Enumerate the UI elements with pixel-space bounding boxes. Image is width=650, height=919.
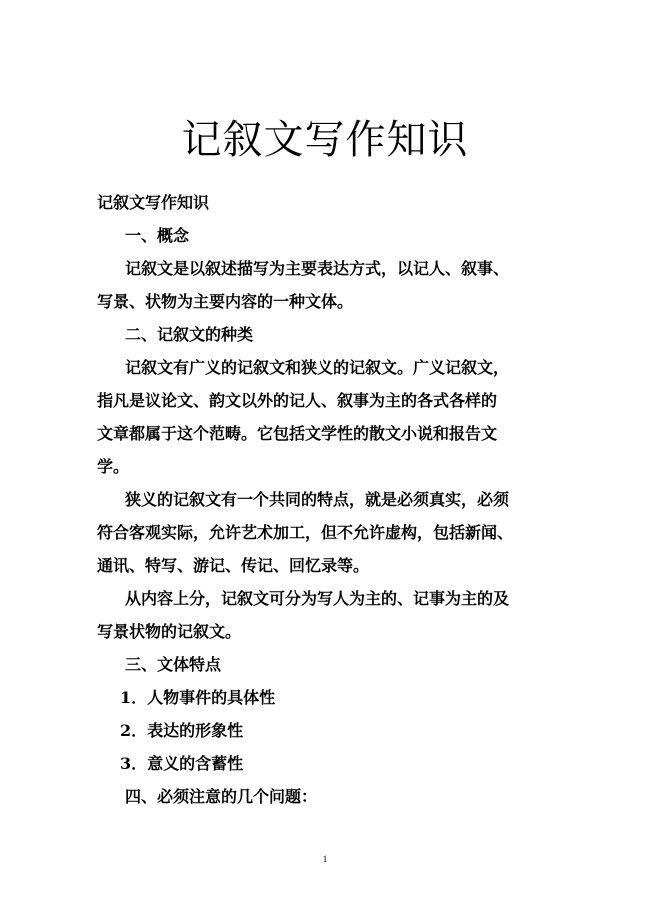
page-number: 1 xyxy=(322,854,328,864)
section-heading-features: 三、文体特点 xyxy=(125,655,222,674)
paragraph-line: 狭义的记叙文有一个共同的特点，就是必须真实，必须 xyxy=(125,490,510,509)
paragraph-line: 写景状物的记叙文。 xyxy=(97,622,242,641)
section-heading-concept: 一、概念 xyxy=(125,226,190,245)
paragraph-line: 通讯、特写、游记、传记、回忆录等。 xyxy=(97,556,370,575)
subtitle-line: 记叙文写作知识 xyxy=(97,193,210,212)
paragraph-line: 符合客观实际，允许艺术加工，但不允许虚构，包括新闻、 xyxy=(97,523,514,542)
paragraph-line: 从内容上分，记叙文可分为写人为主的、记事为主的及 xyxy=(125,589,510,608)
paragraph-line: 指凡是议论文、韵文以外的记人、叙事为主的各式各样的 xyxy=(97,391,498,410)
feature-item: 2．表达的形象性 xyxy=(120,721,244,740)
paragraph-line: 记叙文是以叙述描写为主要表达方式，以记人、叙事、 xyxy=(125,259,510,278)
paragraph-line: 记叙文有广义的记叙文和狭义的记叙文。广义记叙文， xyxy=(125,358,510,377)
section-heading-notes: 四、必须注意的几个问题： xyxy=(125,787,318,806)
paragraph-line: 文章都属于这个范畴。它包括文学性的散文小说和报告文 xyxy=(97,424,498,443)
document-body xyxy=(97,186,567,813)
document-title: 记叙文写作知识 xyxy=(181,117,469,163)
section-heading-types: 二、记叙文的种类 xyxy=(125,325,254,344)
paragraph-line: 学。 xyxy=(97,457,130,476)
paragraph-line: 写景、状物为主要内容的一种文体。 xyxy=(97,292,354,311)
feature-item: 1．人物事件的具体性 xyxy=(120,688,276,707)
feature-item: 3．意义的含蓄性 xyxy=(120,754,244,773)
